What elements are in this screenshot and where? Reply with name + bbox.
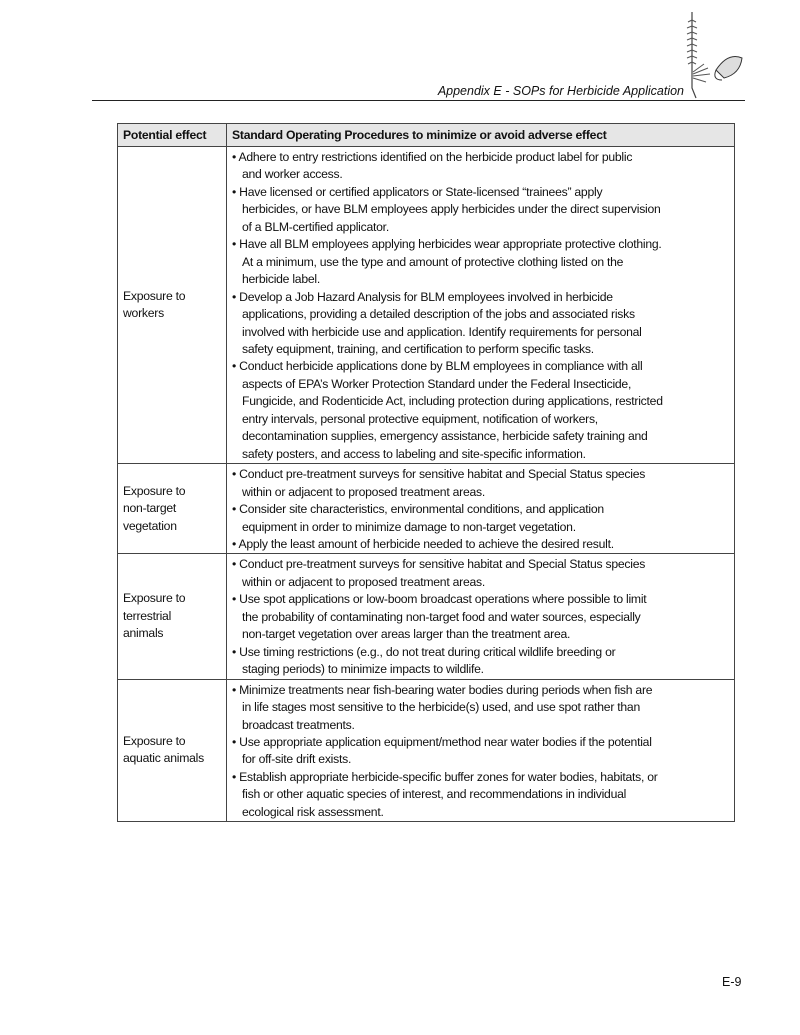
column-header-sop: Standard Operating Procedures to minimize or avoid adverse effect <box>227 124 735 147</box>
sop-text: Minimize treatments near fish-bearing water bodies during periods when fish are <box>239 682 653 697</box>
sop-bullet-item <box>232 769 729 821</box>
effect-text: Exposure to <box>123 733 186 748</box>
sop-text: Adhere to entry restrictions identified on the herbicide product label for public <box>238 150 633 164</box>
sop-table <box>117 123 735 822</box>
effect-text: terrestrial <box>123 608 172 623</box>
sop-bullet-item <box>232 682 729 734</box>
sop-text: Use appropriate application equipment/method near water bodies if the potential <box>239 734 652 749</box>
sop-bullet-item <box>232 591 729 643</box>
sop-bullet-item <box>232 734 729 769</box>
plant-butterfly-logo <box>678 8 748 100</box>
sop-text: Use spot applications or low-boom broadcast operations where possible to limit <box>239 592 647 607</box>
sop-text: Conduct pre-treatment surveys for sensitive habitat and Special Status species <box>239 557 646 572</box>
sop-text: the probability of contaminating non-target food and water sources, especially <box>242 609 641 624</box>
sop-text: of a BLM-certified applicator. <box>242 219 389 234</box>
table-row <box>118 679 735 822</box>
running-header: Appendix E - SOPs for Herbicide Application <box>437 84 684 98</box>
table-row <box>118 554 735 679</box>
effect-text: workers <box>123 306 164 321</box>
sop-bullet-item <box>232 501 729 536</box>
sop-text: Consider site characteristics, environmental conditions, and application <box>239 502 604 517</box>
sop-text: broadcast treatments. <box>242 717 355 732</box>
sop-cell <box>227 464 735 554</box>
table-row <box>118 147 735 464</box>
sop-text: decontamination supplies, emergency assistance, herbicide safety training and <box>242 429 648 444</box>
sop-bullet-item <box>232 184 729 236</box>
sop-bullet-item <box>232 644 729 679</box>
sop-cell <box>227 147 735 464</box>
sop-text: entry intervals, personal protective equipment, notification of workers, <box>242 411 598 426</box>
bullet-icon: • <box>232 644 240 659</box>
effect-text: aquatic animals <box>123 751 204 766</box>
sop-text: equipment in order to minimize damage to non-target vegetation. <box>242 519 576 534</box>
bullet-icon: • <box>232 237 240 252</box>
effect-text: vegetation <box>123 518 177 533</box>
sop-bullet-item <box>232 466 729 501</box>
sop-bullet-item <box>232 556 729 591</box>
effect-text: non-target <box>123 501 177 516</box>
sop-cell <box>227 554 735 679</box>
sop-text: fish or other aquatic species of interest, and recommendations in individual <box>242 787 627 802</box>
sop-text: herbicide label. <box>242 272 320 287</box>
sop-bullet-item <box>232 536 729 553</box>
table-header-row <box>118 124 735 147</box>
bullet-icon: • <box>232 682 240 697</box>
sop-text: within or adjacent to proposed treatment areas. <box>242 574 485 589</box>
sop-text: applications, providing a detailed description of the jobs and associated risks <box>242 307 635 322</box>
sop-text: safety posters, and access to labeling and site-specific information. <box>242 446 586 461</box>
effect-text: Exposure to <box>123 591 186 606</box>
sop-text: non-target vegetation over areas larger than the treatment area. <box>242 627 571 642</box>
bullet-icon: • <box>232 359 240 374</box>
bullet-icon: • <box>232 150 239 164</box>
column-header-effect: Potential effect <box>118 124 227 147</box>
bullet-icon: • <box>232 467 240 482</box>
bullet-icon: • <box>232 184 240 199</box>
bullet-icon: • <box>232 502 240 517</box>
sop-text: Have licensed or certified applicators or State-licensed “trainees” apply <box>239 184 603 199</box>
sop-text: Develop a Job Hazard Analysis for BLM employees involved in herbicide <box>239 289 613 304</box>
sop-text: Apply the least amount of herbicide needed to achieve the desired result. <box>238 536 614 551</box>
sop-text: herbicides, or have BLM employees apply herbicides under the direct supervision <box>242 202 661 217</box>
sop-text: safety equipment, training, and certification to perform specific tasks. <box>242 341 594 356</box>
bullet-icon: • <box>232 536 239 551</box>
bullet-icon: • <box>232 289 240 304</box>
potential-effect-cell <box>118 679 227 822</box>
potential-effect-cell <box>118 147 227 464</box>
effect-text: Exposure to <box>123 288 186 303</box>
sop-bullet-item <box>232 149 729 184</box>
header-rule <box>92 100 745 101</box>
potential-effect-cell <box>118 464 227 554</box>
sop-text: Have all BLM employees applying herbicides wear appropriate protective clothing. <box>239 237 662 252</box>
sop-bullet-item <box>232 289 729 359</box>
sop-text: Conduct herbicide applications done by BLM employees in compliance with all <box>239 359 643 374</box>
sop-text: ecological risk assessment. <box>242 804 384 819</box>
bullet-icon: • <box>232 734 240 749</box>
potential-effect-cell <box>118 554 227 679</box>
sop-bullet-item <box>232 358 729 463</box>
sop-text: involved with herbicide use and application. Identify requirements for personal <box>242 324 642 339</box>
sop-text: aspects of EPA’s Worker Protection Standard under the Federal Insecticide, <box>242 376 632 391</box>
sop-text: Establish appropriate herbicide-specific buffer zones for water bodies, habitats, or <box>239 769 658 784</box>
table-row <box>118 464 735 554</box>
bullet-icon: • <box>232 769 240 784</box>
page-number: E-9 <box>722 975 742 989</box>
sop-cell <box>227 679 735 822</box>
sop-text: Fungicide, and Rodenticide Act, including protection during applications, restricted <box>242 394 663 409</box>
bullet-icon: • <box>232 557 240 572</box>
sop-text: and worker access. <box>242 167 343 182</box>
bullet-icon: • <box>232 592 240 607</box>
sop-text: within or adjacent to proposed treatment areas. <box>242 484 485 499</box>
sop-text: Use timing restrictions (e.g., do not treat during critical wildlife breeding or <box>239 644 616 659</box>
sop-text: At a minimum, use the type and amount of protective clothing listed on the <box>242 254 624 269</box>
sop-text: staging periods) to minimize impacts to wildlife. <box>242 662 484 677</box>
sop-text: in life stages most sensitive to the herbicide(s) used, and use spot rather than <box>242 700 640 715</box>
effect-text: animals <box>123 626 164 641</box>
sop-text: for off-site drift exists. <box>242 752 352 767</box>
sop-bullet-item <box>232 236 729 288</box>
effect-text: Exposure to <box>123 483 186 498</box>
sop-text: Conduct pre-treatment surveys for sensitive habitat and Special Status species <box>239 467 646 482</box>
